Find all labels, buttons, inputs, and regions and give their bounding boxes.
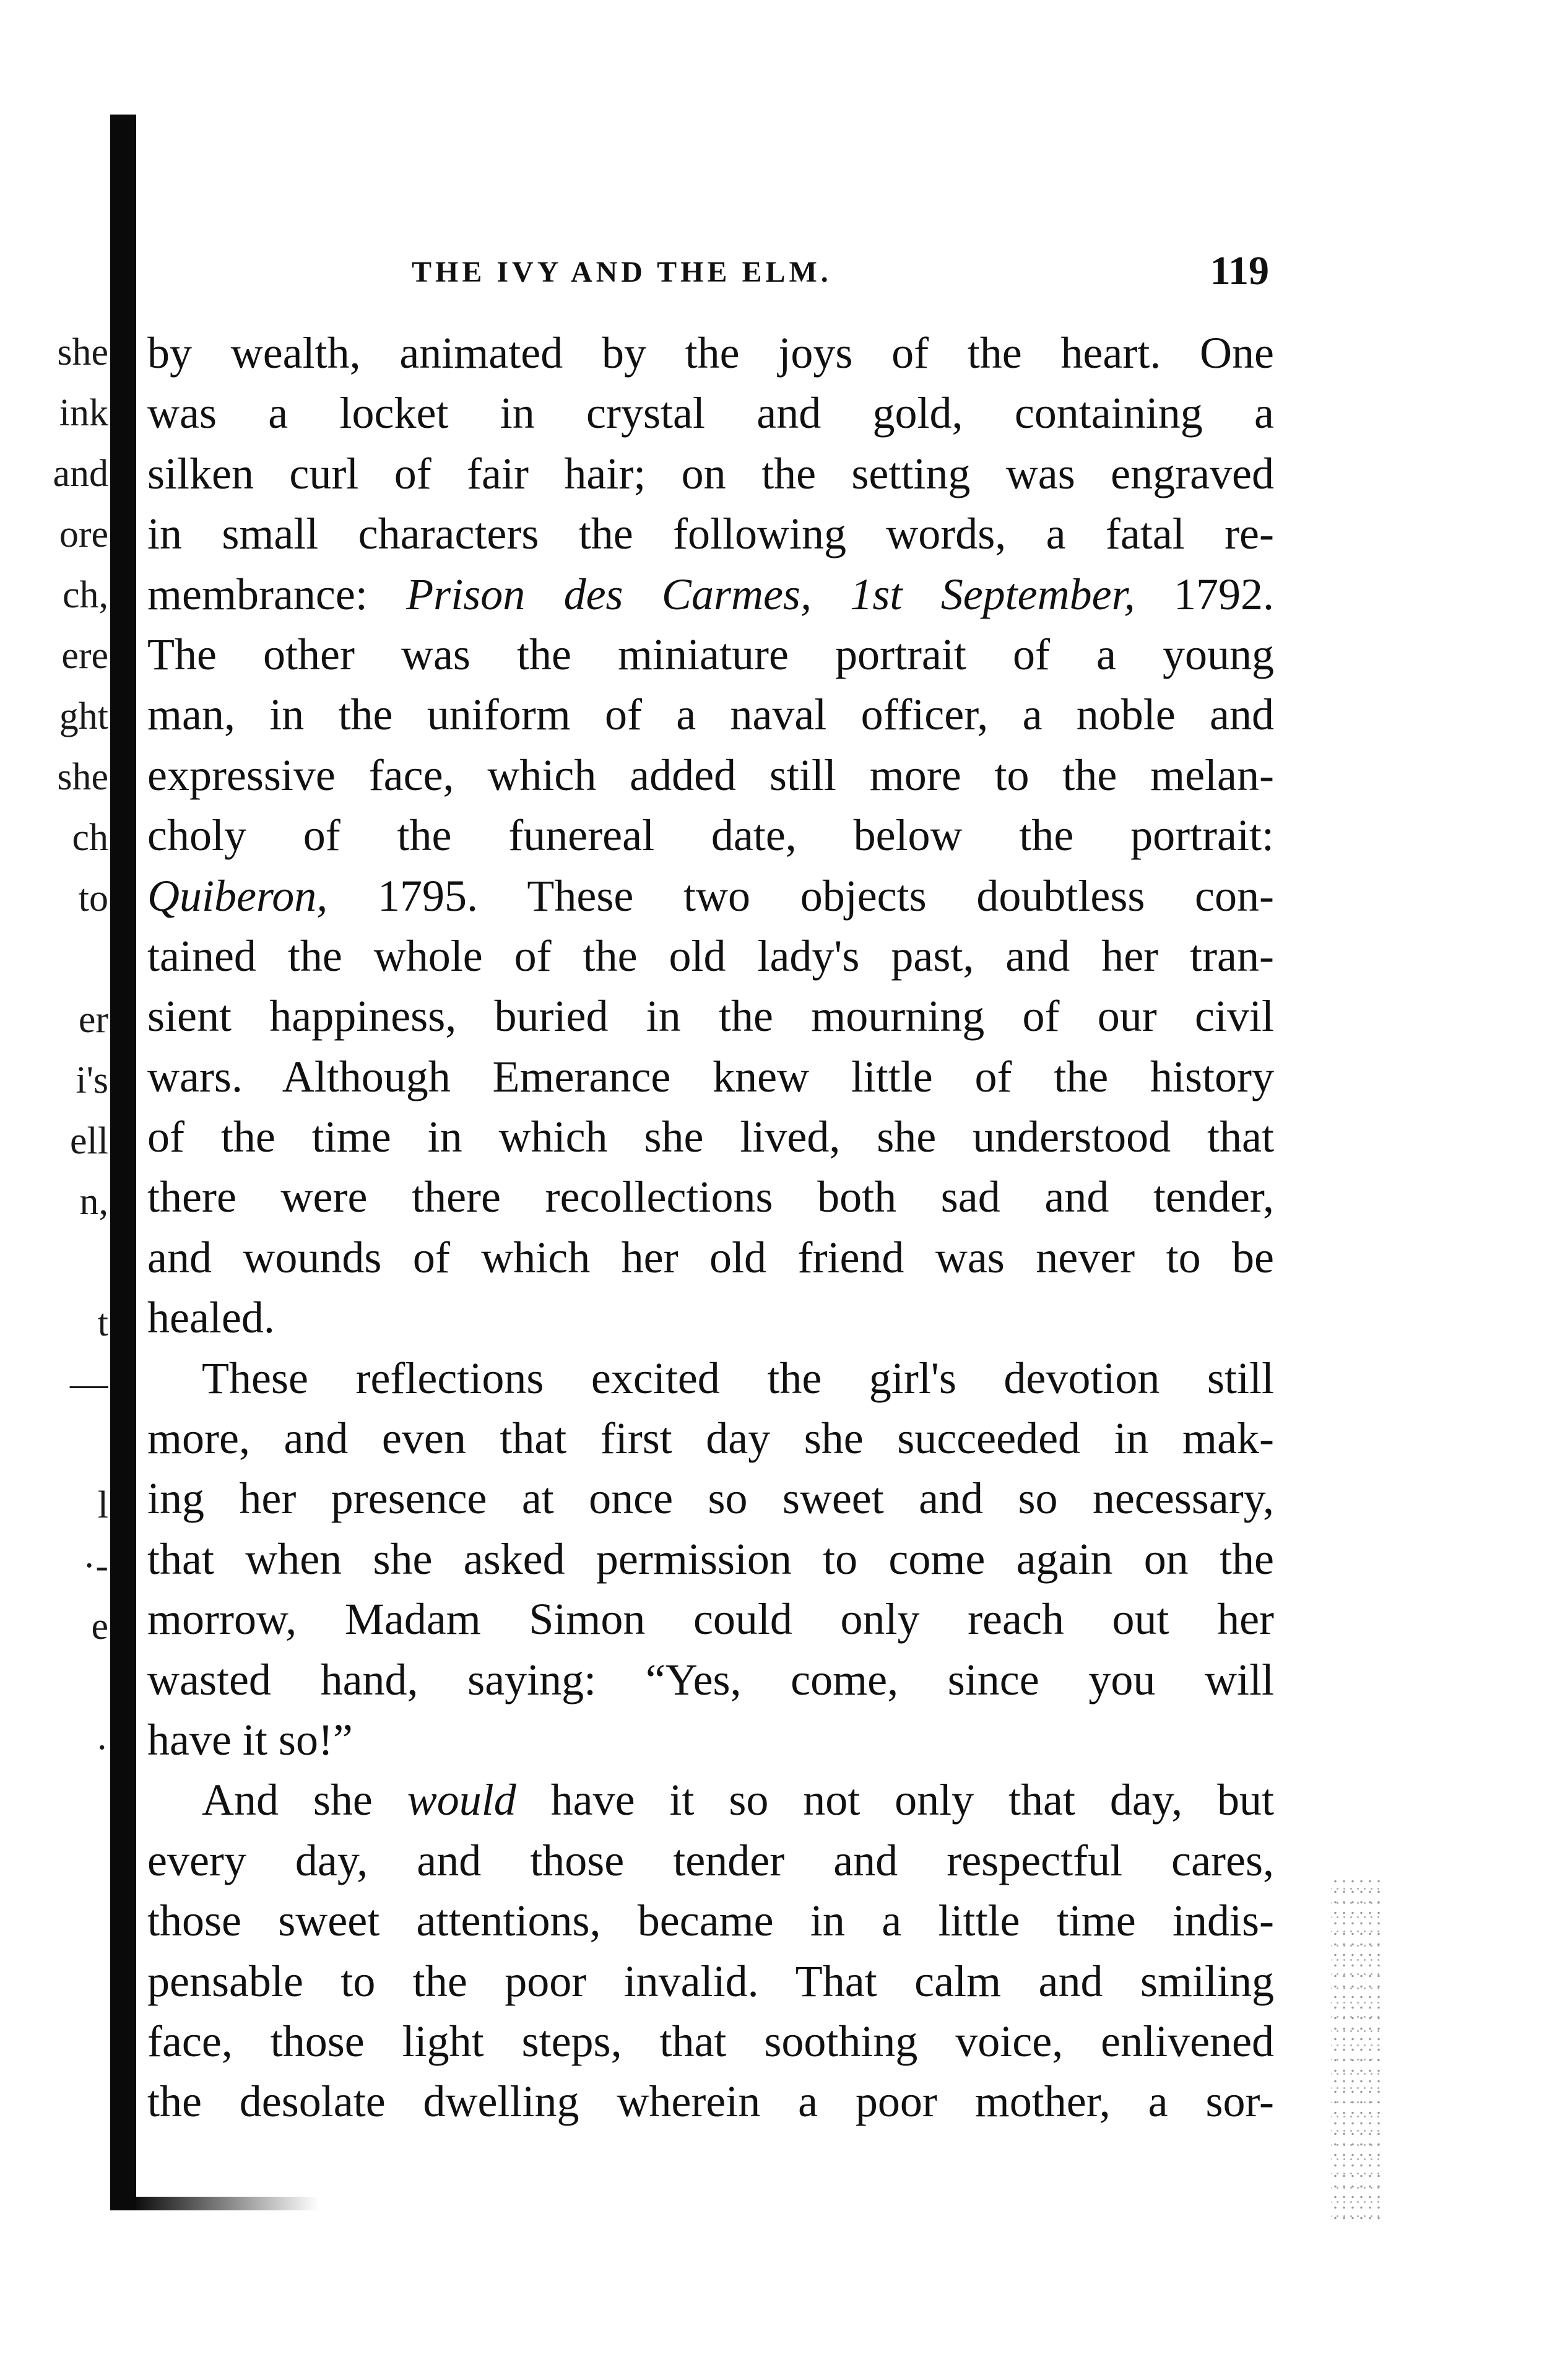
text-line: healed. bbox=[147, 1293, 275, 1343]
text-line: man, in the uniform of a naval officer, a noble and bbox=[147, 690, 1274, 740]
text-line: was a locket in crystal and gold, containing a bbox=[147, 388, 1274, 438]
text-line: that when she asked permission to come again on the bbox=[147, 1534, 1274, 1584]
gutter-fragment: ght bbox=[59, 695, 108, 737]
text-line bbox=[147, 1770, 1274, 1830]
gutter-fragment: ch bbox=[72, 817, 108, 859]
text-line: of the time in which she lived, she understood that bbox=[147, 1112, 1274, 1162]
italic-emphasis: would bbox=[407, 1775, 516, 1825]
text-run: 1795. These two objects doubtless con- bbox=[327, 871, 1274, 921]
page-edge-speckle bbox=[1331, 1876, 1381, 2223]
facing-page-gutter-text bbox=[0, 322, 108, 1778]
text-line: wasted hand, saying: “Yes, come, since you will bbox=[147, 1654, 1274, 1705]
text-run: membrance: bbox=[147, 569, 407, 619]
gutter-fragment bbox=[0, 1657, 108, 1718]
gutter-fragment: — bbox=[70, 1363, 108, 1405]
text-line: every day, and those tender and respectful cares, bbox=[147, 1835, 1274, 1885]
text-line bbox=[147, 866, 1274, 926]
gutter-fragment: ·- bbox=[82, 1545, 108, 1587]
gutter-fragment: ore bbox=[59, 513, 108, 555]
gutter-fragment bbox=[0, 929, 108, 989]
text-line: face, those light steps, that soothing voice, enlivened bbox=[147, 2016, 1274, 2066]
body-text bbox=[147, 323, 1274, 2132]
text-line: pensable to the poor invalid. That calm and smiling bbox=[147, 1956, 1274, 2006]
text-line: there were there recollections both sad and tender, bbox=[147, 1172, 1274, 1222]
gutter-fragment: t bbox=[97, 1302, 108, 1344]
binding-spine-foot bbox=[133, 2197, 319, 2210]
gutter-fragment: · bbox=[95, 1727, 108, 1769]
text-line: more, and even that first day she succeeded in mak- bbox=[147, 1414, 1274, 1464]
running-title: THE IVY AND THE ELM. bbox=[412, 256, 832, 289]
text-line: expressive face, which added still more to the melan- bbox=[147, 750, 1274, 800]
gutter-fragment: ink bbox=[59, 392, 108, 434]
text-line bbox=[147, 565, 1274, 625]
gutter-fragment: and bbox=[53, 453, 108, 495]
text-line: morrow, Madam Simon could only reach out her bbox=[147, 1594, 1274, 1644]
gutter-fragment: er bbox=[78, 999, 108, 1041]
italic-place-name: Quiberon, bbox=[147, 871, 328, 921]
text-line: sient happiness, buried in the mourning of our civil bbox=[147, 991, 1274, 1041]
text-line: tained the whole of the old lady's past, and her tran- bbox=[147, 931, 1274, 981]
gutter-fragment: e bbox=[91, 1605, 108, 1648]
gutter-fragment: ell bbox=[70, 1120, 108, 1162]
gutter-fragment: l bbox=[97, 1484, 108, 1526]
text-line: have it so!” bbox=[147, 1714, 353, 1765]
text-line: by wealth, animated by the joys of the heart. One bbox=[147, 328, 1274, 378]
text-line: wars. Although Emerance knew little of the history bbox=[147, 1051, 1274, 1101]
binding-spine-shadow bbox=[110, 115, 136, 2210]
gutter-fragment: to bbox=[78, 877, 108, 919]
text-line: The other was the miniature portrait of a young bbox=[147, 629, 1274, 679]
text-run: 1792. bbox=[1135, 569, 1274, 619]
gutter-fragment: she bbox=[57, 756, 108, 798]
text-line: those sweet attentions, became in a little time indis- bbox=[147, 1896, 1274, 1946]
text-line: choly of the funereal date, below the portrait: bbox=[147, 810, 1274, 861]
italic-inscription: Prison des Carmes, 1st September, bbox=[406, 569, 1135, 619]
running-header bbox=[149, 248, 1269, 303]
text-line: These reflections excited the girl's devotion still bbox=[202, 1353, 1274, 1403]
text-line: and wounds of which her old friend was never to be bbox=[147, 1232, 1274, 1282]
gutter-fragment bbox=[0, 1232, 108, 1293]
text-line: ing her presence at once so sweet and so necessary, bbox=[147, 1474, 1274, 1524]
gutter-fragment: she bbox=[57, 331, 108, 373]
page-number: 119 bbox=[1210, 248, 1269, 293]
text-line: the desolate dwelling wherein a poor mother, a sor- bbox=[147, 2077, 1274, 2127]
gutter-fragment: n, bbox=[79, 1181, 108, 1223]
text-line: silken curl of fair hair; on the setting was engraved bbox=[147, 448, 1274, 498]
gutter-fragment: ch, bbox=[62, 574, 108, 616]
gutter-fragment bbox=[0, 1414, 108, 1475]
text-line: in small characters the following words, a fatal re- bbox=[147, 509, 1274, 559]
text-run: And she bbox=[202, 1775, 407, 1825]
gutter-fragment: ere bbox=[61, 635, 108, 677]
text-run: have it so not only that day, but bbox=[516, 1775, 1274, 1825]
gutter-fragment: i's bbox=[76, 1059, 108, 1101]
